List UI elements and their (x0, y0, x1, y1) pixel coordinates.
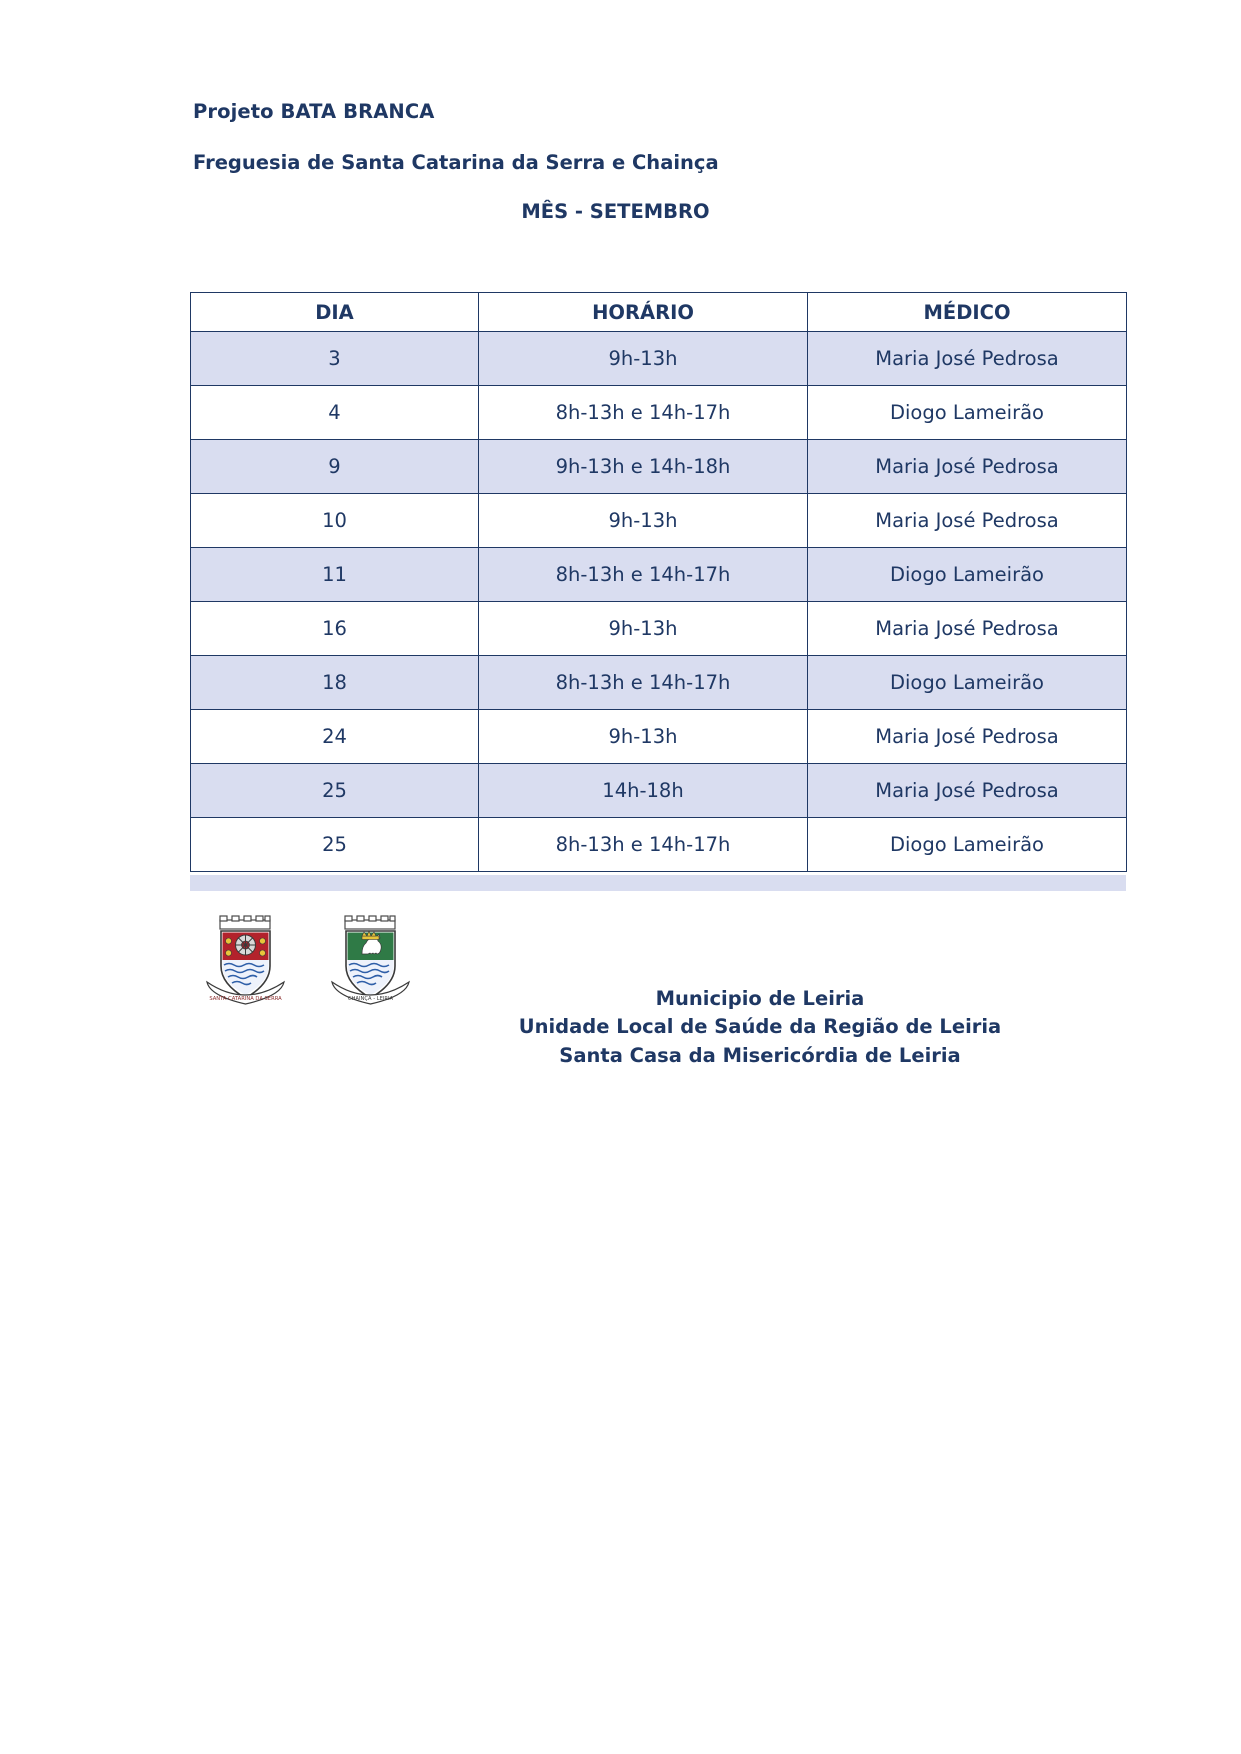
cell-horario: 9h-13h (479, 710, 808, 764)
cell-horario: 8h-13h e 14h-17h (479, 548, 808, 602)
table-row (191, 494, 1127, 548)
cell-medico: Diogo Lameirão (808, 548, 1127, 602)
table-row (191, 710, 1127, 764)
cell-medico: Diogo Lameirão (808, 818, 1127, 872)
crest-caption: CHAINÇA - LEIRIA (347, 996, 394, 1002)
crest-santa-catarina-da-serra-icon (193, 914, 298, 1013)
cell-medico: Maria José Pedrosa (808, 332, 1127, 386)
cell-dia: 24 (191, 710, 479, 764)
cell-dia: 9 (191, 440, 479, 494)
cell-medico: Diogo Lameirão (808, 656, 1127, 710)
cell-medico: Maria José Pedrosa (808, 440, 1127, 494)
table-header-row (191, 293, 1127, 332)
column-header-medico: MÉDICO (808, 293, 1127, 332)
cell-dia: 16 (191, 602, 479, 656)
cell-medico: Diogo Lameirão (808, 386, 1127, 440)
schedule-table (190, 292, 1127, 872)
cell-dia: 3 (191, 332, 479, 386)
table-row (191, 332, 1127, 386)
table-row (191, 764, 1127, 818)
table-row (191, 656, 1127, 710)
table-row (191, 440, 1127, 494)
column-header-horario: HORÁRIO (479, 293, 808, 332)
cell-dia: 11 (191, 548, 479, 602)
cell-medico: Maria José Pedrosa (808, 710, 1127, 764)
cell-horario: 9h-13h e 14h-18h (479, 440, 808, 494)
footer-divider-bar (190, 875, 1126, 891)
cell-dia: 18 (191, 656, 479, 710)
cell-dia: 10 (191, 494, 479, 548)
table-row (191, 818, 1127, 872)
cell-dia: 4 (191, 386, 479, 440)
cell-horario: 8h-13h e 14h-17h (479, 656, 808, 710)
table-row (191, 602, 1127, 656)
cell-horario: 9h-13h (479, 602, 808, 656)
table-row (191, 548, 1127, 602)
parish-subtitle: Freguesia de Santa Catarina da Serra e Chainça (193, 151, 719, 174)
cell-medico: Maria José Pedrosa (808, 602, 1127, 656)
footer-line-3: Santa Casa da Misericórdia de Leiria (559, 1043, 961, 1067)
month-heading: MÊS - SETEMBRO (521, 200, 710, 223)
cell-horario: 8h-13h e 14h-17h (479, 818, 808, 872)
cell-dia: 25 (191, 764, 479, 818)
cell-horario: 8h-13h e 14h-17h (479, 386, 808, 440)
table-row (191, 386, 1127, 440)
footer-credits (400, 985, 1120, 1070)
cell-medico: Maria José Pedrosa (808, 494, 1127, 548)
footer-line-1: Municipio de Leiria (655, 987, 865, 1010)
cell-horario: 9h-13h (479, 332, 808, 386)
column-header-dia: DIA (191, 293, 479, 332)
cell-horario: 9h-13h (479, 494, 808, 548)
crest-caption: SANTA CATARINA DA SERRA (209, 996, 282, 1002)
footer-line-2: Unidade Local de Saúde da Região de Leiria (518, 1015, 1002, 1039)
page-title: Projeto BATA BRANCA (193, 100, 435, 123)
cell-horario: 14h-18h (479, 764, 808, 818)
cell-medico: Maria José Pedrosa (808, 764, 1127, 818)
cell-dia: 25 (191, 818, 479, 872)
